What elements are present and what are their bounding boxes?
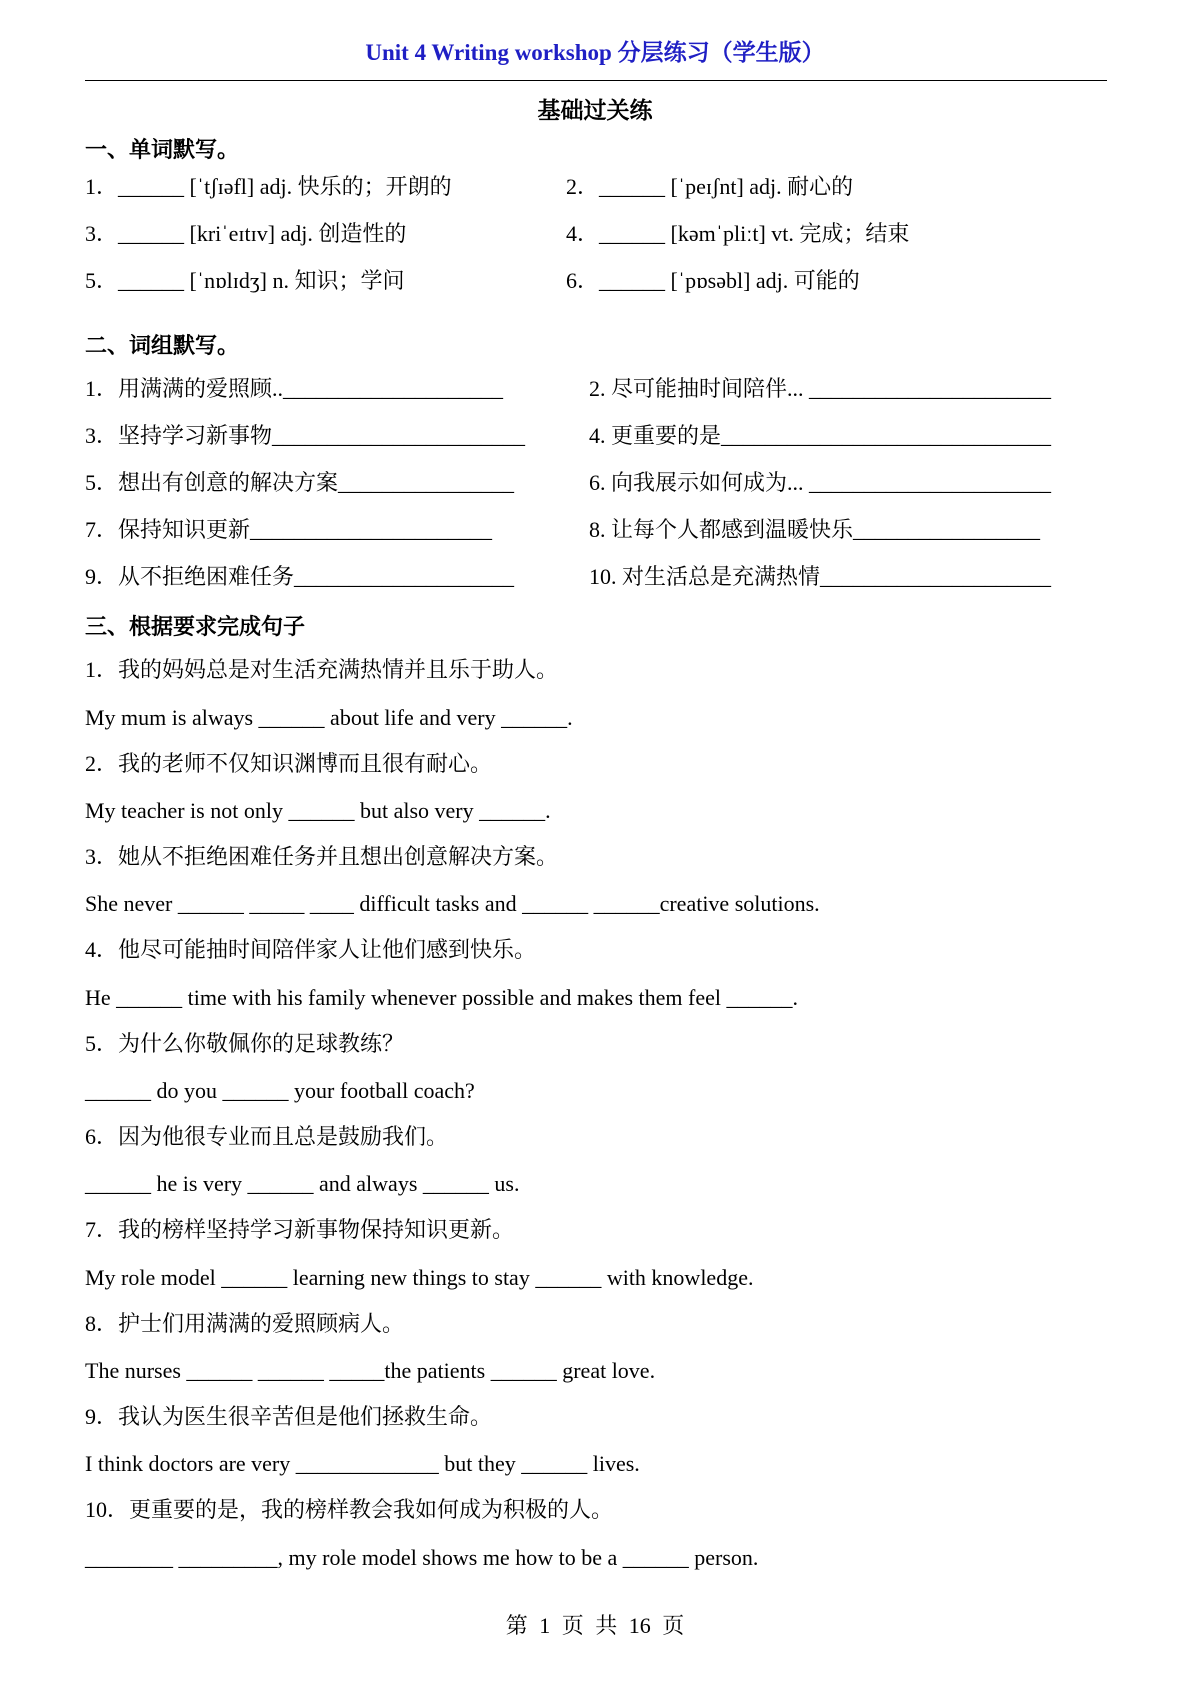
sentence-prompt-en: The nurses ______ ______ _____the patients ______ great love.	[85, 1358, 656, 1383]
sentence-prompt-cn: 5．为什么你敬佩你的足球教练？	[85, 1031, 405, 1056]
sentence-prompt-cn: 3．她从不拒绝困难任务并且想出创意解决方案。	[85, 844, 559, 869]
part2-heading: 二、词组默写。	[85, 333, 240, 358]
vocab-item: 6．______ [ˈpɒsəbl] adj. 可能的	[566, 268, 860, 293]
page-number: 第 1 页 共 16 页	[505, 1613, 685, 1638]
phrase-item: 10. 对生活总是充满热情_____________________	[589, 564, 1052, 589]
phrase-item: 6. 向我展示如何成为... ______________________	[589, 470, 1052, 495]
phrase-item: 1．用满满的爱照顾..____________________	[85, 376, 504, 401]
header-divider	[85, 80, 1107, 81]
vocab-item: 2．______ [ˈpeɪʃnt] adj. 耐心的	[566, 174, 854, 199]
vocab-item: 1．______ [ˈtʃɪəfl] adj. 快乐的；开朗的	[85, 174, 452, 199]
sentence-prompt-en: My role model ______ learning new things to stay ______ with knowledge.	[85, 1265, 754, 1290]
sentence-prompt-cn: 9．我认为医生很辛苦但是他们拯救生命。	[85, 1404, 493, 1429]
sentence-prompt-en: He ______ time with his family whenever possible and makes them feel ______.	[85, 985, 799, 1010]
sentence-prompt-en: I think doctors are very _____________ but they ______ lives.	[85, 1451, 640, 1476]
phrase-item: 2. 尽可能抽时间陪伴... ______________________	[589, 376, 1052, 401]
document-header-title: Unit 4 Writing workshop 分层练习（学生版）	[365, 40, 825, 65]
sentence-prompt-en: ________ _________, my role model shows me how to be a ______ person.	[85, 1545, 759, 1570]
sentence-prompt-en: She never ______ _____ ____ difficult tasks and ______ ______creative solutions.	[85, 891, 820, 916]
sentence-prompt-en: ______ do you ______ your football coach?	[85, 1078, 475, 1103]
phrase-item: 3．坚持学习新事物_______________________	[85, 423, 526, 448]
phrase-item: 7．保持知识更新______________________	[85, 517, 493, 542]
sentence-prompt-cn: 2．我的老师不仅知识渊博而且很有耐心。	[85, 751, 493, 776]
part3-heading: 三、根据要求完成句子	[85, 614, 306, 639]
phrase-item: 9．从不拒绝困难任务____________________	[85, 564, 515, 589]
sentence-prompt-en: ______ he is very ______ and always ______ us.	[85, 1171, 520, 1196]
section-title: 基础过关练	[537, 98, 653, 123]
phrase-item: 4. 更重要的是______________________________	[589, 423, 1052, 448]
sentence-prompt-cn: 10．更重要的是，我的榜样教会我如何成为积极的人。	[85, 1497, 614, 1522]
sentence-prompt-cn: 1．我的妈妈总是对生活充满热情并且乐于助人。	[85, 657, 559, 682]
sentence-prompt-cn: 6．因为他很专业而且总是鼓励我们。	[85, 1124, 449, 1149]
vocab-item: 3．______ [kriˈeɪtɪv] adj. 创造性的	[85, 221, 407, 246]
sentence-prompt-en: My teacher is not only ______ but also very ______.	[85, 798, 551, 823]
sentence-prompt-en: My mum is always ______ about life and very ______.	[85, 705, 573, 730]
vocab-item: 5．______ [ˈnɒlɪdʒ] n. 知识；学问	[85, 268, 405, 293]
sentence-prompt-cn: 8．护士们用满满的爱照顾病人。	[85, 1311, 405, 1336]
vocab-item: 4．______ [kəmˈpliːt] vt. 完成；结束	[566, 221, 910, 246]
phrase-item: 5．想出有创意的解决方案________________	[85, 470, 515, 495]
part1-heading: 一、单词默写。	[85, 137, 240, 162]
sentence-prompt-cn: 4．他尽可能抽时间陪伴家人让他们感到快乐。	[85, 937, 537, 962]
sentence-prompt-cn: 7．我的榜样坚持学习新事物保持知识更新。	[85, 1217, 515, 1242]
phrase-item: 8. 让每个人都感到温暖快乐_________________	[589, 517, 1041, 542]
